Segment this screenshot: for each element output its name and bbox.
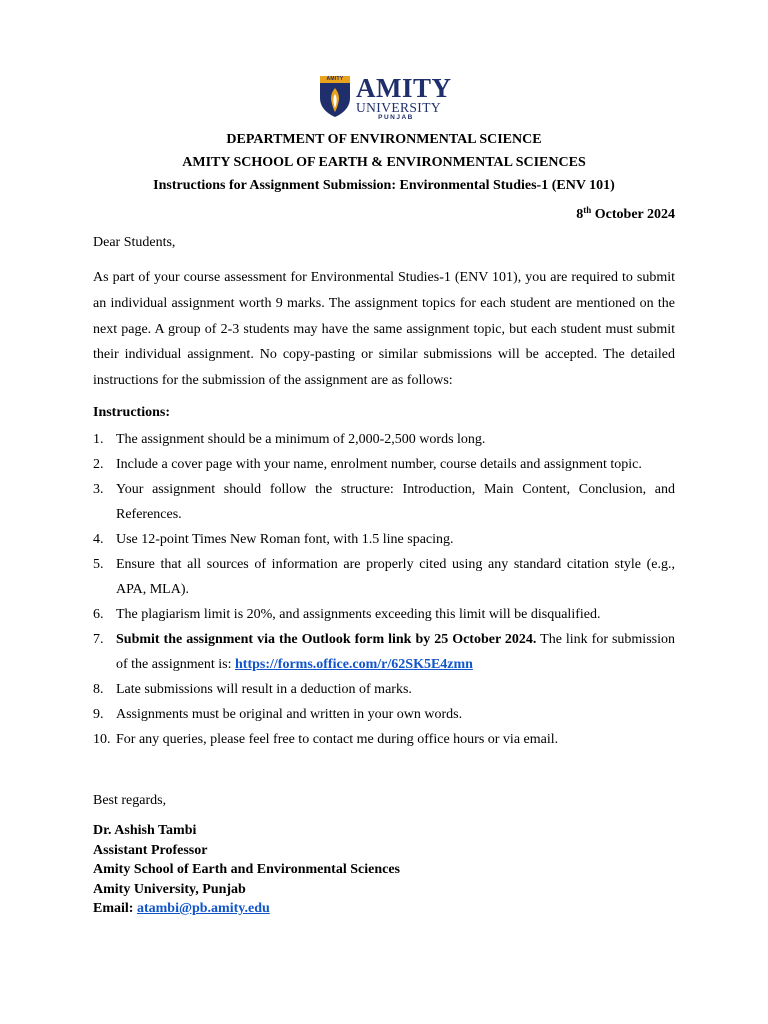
- list-text: The link for submission of the assignment is:: [116, 632, 675, 672]
- logo-subtitle: UNIVERSITY: [356, 100, 441, 115]
- list-number: 8.: [93, 682, 104, 697]
- list-item: [93, 477, 675, 527]
- document-title: Instructions for Assignment Submission: Environmental Studies-1 (ENV 101): [153, 178, 615, 193]
- list-text: Ensure that all sources of information are properly cited using any standard citation style (e.g., APA, MLA).: [116, 557, 675, 597]
- date-day: 8: [576, 207, 584, 222]
- list-item: [93, 527, 675, 552]
- list-number: 9.: [93, 707, 104, 722]
- amity-emblem-text: AMITY: [326, 76, 344, 82]
- list-item: [93, 552, 675, 602]
- document-date: [576, 206, 675, 224]
- list-item: [93, 677, 675, 702]
- list-text: Assignments must be original and written in your own words.: [116, 707, 463, 722]
- instructions-heading: Instructions:: [93, 405, 171, 420]
- list-item: [93, 602, 675, 627]
- list-number: 3.: [93, 482, 104, 497]
- list-number: 6.: [93, 607, 104, 622]
- school-heading: AMITY SCHOOL OF EARTH & ENVIRONMENTAL SCIENCES: [182, 155, 586, 170]
- list-item: [93, 727, 675, 752]
- list-item: [93, 452, 675, 477]
- logo-wordmark: [356, 74, 454, 121]
- submission-deadline-text: Submit the assignment via the Outlook form link by 25 October 2024.: [116, 632, 537, 647]
- email-link[interactable]: atambi@pb.amity.edu: [136, 901, 270, 916]
- signatory-name: Dr. Ashish Tambi: [93, 823, 197, 838]
- list-number: 10.: [93, 732, 111, 747]
- department-heading: DEPARTMENT OF ENVIRONMENTAL SCIENCE: [226, 132, 542, 147]
- greeting: Dear Students,: [93, 235, 176, 250]
- list-item: [93, 702, 675, 727]
- date-month-year: October 2024: [591, 207, 675, 222]
- list-text: Include a cover page with your name, enrolment number, course details and assignment topic.: [116, 457, 642, 472]
- list-text: The plagiarism limit is 20%, and assignments exceeding this limit will be disqualified.: [116, 607, 601, 622]
- signature-block: [93, 821, 400, 919]
- list-item: [93, 427, 675, 452]
- email-label: Email:: [93, 901, 134, 916]
- logo-campus: PUNJAB: [378, 114, 414, 121]
- signatory-university: Amity University, Punjab: [93, 881, 246, 897]
- amity-university-logo: [318, 74, 454, 120]
- list-number: 5.: [93, 557, 104, 572]
- list-text: Late submissions will result in a deduction of marks.: [116, 682, 412, 697]
- signatory-email-line: [93, 899, 400, 919]
- list-number: 2.: [93, 457, 104, 472]
- closing: Best regards,: [93, 793, 167, 808]
- list-text: Your assignment should follow the structure: Introduction, Main Content, Conclusion, and References.: [116, 482, 675, 522]
- signatory-school: Amity School of Earth and Environmental Sciences: [93, 862, 400, 877]
- list-text: The assignment should be a minimum of 2,000-2,500 words long.: [116, 432, 486, 447]
- list-text: Use 12-point Times New Roman font, with 1.5 line spacing.: [116, 532, 454, 547]
- logo-name: AMITY: [356, 73, 452, 103]
- list-number: 7.: [93, 632, 104, 647]
- instructions-list: [93, 427, 675, 752]
- date-suffix: th: [583, 205, 592, 215]
- signatory-role: Assistant Professor: [93, 842, 208, 858]
- submission-form-link[interactable]: https://forms.office.com/r/62SK5E4zmn: [235, 657, 473, 672]
- list-text: For any queries, please feel free to contact me during office hours or via email.: [116, 732, 559, 747]
- intro-paragraph: As part of your course assessment for Environmental Studies-1 (ENV 101), you are required to submit an individual assignment worth 9 marks. The assignment topics for each student are mentioned on the next page. A group of 2-3 students may have the same assignment topic, but each student must submit their individual assignment. No copy-pasting or similar submissions will be accepted. The detailed instructions for the submission of the assignment are as follows:: [93, 270, 675, 389]
- list-number: 1.: [93, 432, 104, 447]
- list-number: 4.: [93, 532, 104, 547]
- list-item: [93, 627, 675, 677]
